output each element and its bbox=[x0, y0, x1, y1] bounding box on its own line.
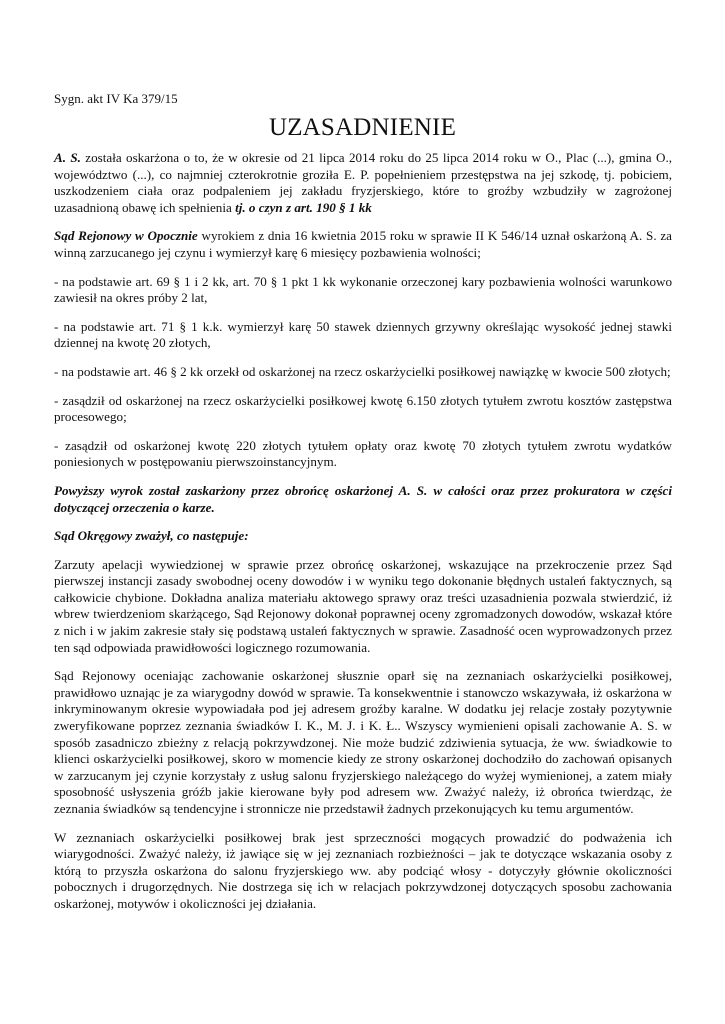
verdict-item: - zasądził od oskarżonej na rzecz oskarżycielki posiłkowej kwotę 6.150 złotych tytułem zwrotu kosztów zastępstwa procesowego; bbox=[54, 392, 672, 425]
verdict-item: - na podstawie art. 69 § 1 i 2 kk, art. 70 § 1 pkt 1 kk wykonanie orzeczonej kary pozbawienia wolności warunkowo zawiesił na okres próby 2 lat, bbox=[54, 273, 672, 306]
verdict-paragraph bbox=[54, 228, 672, 261]
document-body bbox=[54, 150, 672, 925]
verdict-item: - na podstawie art. 71 § 1 k.k. wymierzył karę 50 stawek dziennych grzywny określając wysokość jednej stawki dziennej na kwotę 20 złotych, bbox=[54, 318, 672, 351]
court-name: Sąd Rejonowy w Opocznie bbox=[54, 228, 198, 244]
reasoning-paragraph: Sąd Rejonowy oceniając zachowanie oskarżonej słusznie oparł się na zeznaniach oskarżycielki posiłkowej, prawidłowo uznając je za wiarygodny dowód w sprawie. Ta konsekwentnie i stanowczo wskazywała, iż oskarżona w inkryminowanym okresie wypowiadała pod jej adresem groźby karalne. W dodatku jej relacje zostały pozytywnie zweryfikowane poprzez zeznania świadków I. K., M. J. i K. Ł.. Wszyscy wymienieni opisali zachowanie A. S. w sposób zasadniczo zbieżny z relacją pokrzywdzonej. Nie może budzić zdziwienia sytuacja, że ww. świadkowie to klienci oskarżycielki posiłkowej, skoro w momencie kiedy ze strony oskarżonej dochodziło do zachowań opisanych w zarzucanym jej czynie korzystały z usług salonu fryzjerskiego należącego do wyżej wymienionej, a zatem miały sposobność usłyszenia gróźb jakie kierowane były pod adresem ww. Zważyć należy, iż obrońca twierdząc, że zeznania świadków są tendencyjne i stronnicze nie przedstawił żadnych przekonujących ku temu argumentów. bbox=[54, 668, 672, 816]
reasoning-paragraph: W zeznaniach oskarżycielki posiłkowej brak jest sprzeczności mogących prowadzić do podważenia ich wiarygodności. Zważyć należy, iż jawiące się w jej zeznaniach rozbieżności – jak te dotyczące wskazania osoby z którą to przyszła oskarżona do salonu fryzjerskiego ww. aby podciąć włosy - dotyczyły głównie okoliczności pobocznych i drugorzędnych. Nie dostrzega się ich w relacjach pokrzywdzonej dotyczących sposobu zachowania oskarżonej, motywów i okoliczności jej działania. bbox=[54, 829, 672, 911]
charge-text: została oskarżona o to, że w okresie od 21 lipca 2014 roku do 25 lipca 2014 roku w O., Plac (...), gmina O., województwo (...), co najmniej czterokrotnie groziła E. P. popełnieniem przestępstwa na jej szkodę, tj. pobiciem, uszkodzeniem ciała oraz podpaleniem jej zakładu fryzjerskiego, które to groźby wzbudziły w zagrożonej uzasadnioną obawę ich spełnienia bbox=[54, 150, 672, 215]
court-reasoning-heading: Sąd Okręgowy zważył, co następuje: bbox=[54, 528, 249, 544]
verdict-text: wyrokiem z dnia 16 kwietnia 2015 roku w sprawie II K 546/14 uznał oskarżoną A. S. za winną zarzucanego jej czynu i wymierzył karę 6 miesięcy pozbawienia wolności; bbox=[54, 228, 672, 260]
case-signature: Sygn. akt IV Ka 379/15 bbox=[54, 91, 178, 106]
appeal-note: Powyższy wyrok został zaskarżony przez obrońcę oskarżonej A. S. w całości oraz przez prokuratora w części dotyczącej orzeczenia o karze. bbox=[54, 482, 672, 515]
document-title: UZASADNIENIE bbox=[268, 114, 457, 141]
charge-paragraph bbox=[54, 150, 672, 216]
verdict-item: - na podstawie art. 46 § 2 kk orzekł od oskarżonej na rzecz oskarżycielki posiłkowej nawiązkę w kwocie 500 złotych; bbox=[54, 363, 671, 379]
reasoning-paragraph: Zarzuty apelacji wywiedzionej w sprawie przez obrońcę oskarżonej, wskazujące na przekroczenie przez Sąd pierwszej instancji zasady swobodnej oceny dowodów i w wyniku tego dokonanie błędnych ustaleń faktycznych, są całkowicie chybione. Dokładna analiza materiału aktowego sprawy oraz treści uzasadnienia pozwala stwierdzić, iż wbrew twierdzeniom skarżącego, Sąd Rejonowy dokonał poprawnej oceny zgromadzonych dowodów, wskazał które z nich i w jakim zakresie stały się podstawą ustaleń faktycznych w sprawie. Zasadność ocen wyprowadzonych przez ten sąd odpowiada prawidłowości logicznego rozumowania. bbox=[54, 556, 672, 655]
defendant-name: A. S. bbox=[54, 150, 81, 165]
charge-legal-basis: tj. o czyn z art. 190 § 1 kk bbox=[235, 199, 372, 215]
verdict-item: - zasądził od oskarżonej kwotę 220 złotych tytułem opłaty oraz kwotę 70 złotych tytułem zwrotu wydatków poniesionych w postępowaniu pierwszoinstancyjnym. bbox=[54, 437, 672, 470]
